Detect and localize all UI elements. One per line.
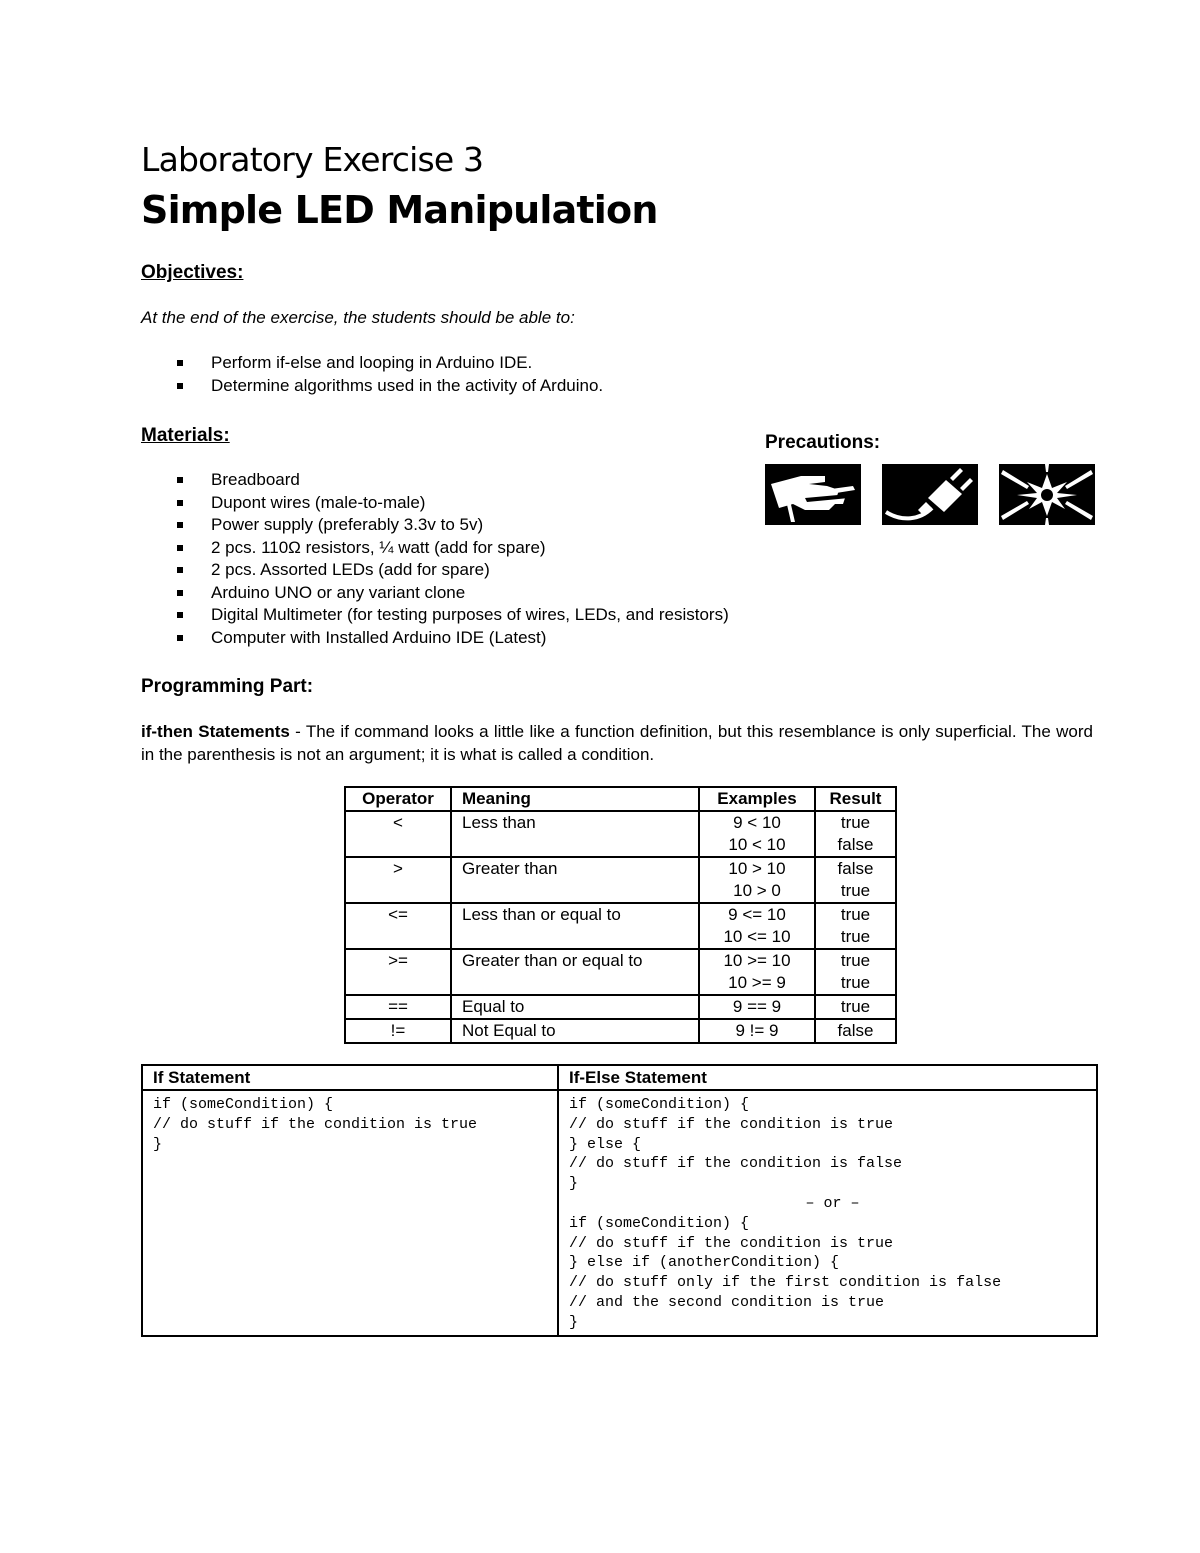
- materials-heading: Materials:: [141, 425, 230, 446]
- electric-plug-warning-icon: [882, 464, 978, 525]
- result-line: true: [840, 927, 871, 946]
- objectives-intro: At the end of the exercise, the students should be able to:: [141, 308, 575, 327]
- code-line: } else if (anotherCondition) {: [569, 1254, 840, 1272]
- code-line: }: [569, 1175, 579, 1193]
- materials-list: [172, 469, 729, 649]
- column-header: Examples: [699, 787, 815, 811]
- operator-cell: !=: [345, 1019, 451, 1043]
- meaning-cell: Less than or equal to: [451, 903, 699, 949]
- table-row: [345, 811, 896, 857]
- table-row: [345, 1019, 896, 1043]
- code-line: // do stuff if the condition is false: [569, 1155, 903, 1173]
- code-line: }: [153, 1135, 163, 1153]
- lab-subtitle: Simple LED Manipulation: [141, 188, 658, 232]
- operators-table: [344, 786, 897, 1044]
- examples-cell: [699, 857, 815, 903]
- table-row: [345, 995, 896, 1019]
- result-line: true: [840, 973, 871, 992]
- table-header-row: [142, 1065, 1097, 1090]
- result-line: false: [837, 859, 874, 878]
- precautions-heading: Precautions:: [765, 432, 881, 453]
- list-item: Breadboard: [172, 469, 729, 492]
- example-line: 10 <= 10: [723, 927, 791, 946]
- ifelse-code-cell: [558, 1090, 1097, 1336]
- if-then-description: - The if command looks a little like a function definition, but this resemblance is only superficial. The word in the parenthesis is not an argument; it is what is called a condition.: [141, 722, 1093, 764]
- if-then-paragraph: [141, 720, 1093, 766]
- list-item: Arduino UNO or any variant clone: [172, 582, 729, 605]
- or-separator: – or –: [805, 1194, 860, 1212]
- result-cell: false: [815, 1019, 896, 1043]
- table-row: [345, 857, 896, 903]
- hand-touch-warning-icon: [765, 464, 861, 525]
- code-line: // do stuff if the condition is true: [569, 1115, 894, 1133]
- result-line: true: [840, 951, 871, 970]
- list-item: Digital Multimeter (for testing purposes of wires, LEDs, and resistors): [172, 604, 729, 627]
- meaning-cell: Less than: [451, 811, 699, 857]
- code-line: if (someCondition) {: [153, 1096, 334, 1113]
- if-then-term: if-then Statements: [141, 722, 290, 741]
- objectives-list: [172, 352, 603, 397]
- code-comparison-table: [141, 1064, 1098, 1337]
- table-row: [142, 1090, 1097, 1336]
- examples-cell: [699, 949, 815, 995]
- burst-flash-warning-icon: [999, 464, 1095, 525]
- code-line: // do stuff if the condition is true: [569, 1234, 894, 1252]
- result-cell: [815, 811, 896, 857]
- result-line: true: [840, 881, 871, 900]
- column-header: Operator: [345, 787, 451, 811]
- column-header: Result: [815, 787, 896, 811]
- example-line: 10 > 0: [733, 881, 781, 900]
- code-line: } else {: [569, 1135, 642, 1153]
- list-item: Computer with Installed Arduino IDE (Latest): [172, 627, 729, 650]
- examples-cell: 9 == 9: [699, 995, 815, 1019]
- result-line: false: [837, 835, 874, 854]
- example-line: 9 < 10: [733, 813, 781, 832]
- code-line: if (someCondition) {: [569, 1214, 750, 1232]
- table-header-row: [345, 787, 896, 811]
- example-line: 10 < 10: [728, 835, 786, 854]
- meaning-cell: Greater than or equal to: [451, 949, 699, 995]
- operator-cell: <: [345, 811, 451, 857]
- column-header: Meaning: [451, 787, 699, 811]
- code-line: if (someCondition) {: [569, 1096, 750, 1113]
- result-line: true: [840, 813, 871, 832]
- table-row: [345, 949, 896, 995]
- example-line: 10 >= 9: [728, 973, 786, 992]
- result-cell: [815, 857, 896, 903]
- result-cell: [815, 949, 896, 995]
- examples-cell: 9 != 9: [699, 1019, 815, 1043]
- example-line: 9 <= 10: [728, 905, 786, 924]
- if-code-cell: [142, 1090, 558, 1336]
- list-item: Determine algorithms used in the activity of Arduino.: [172, 375, 603, 398]
- table-row: [345, 903, 896, 949]
- operator-cell: ==: [345, 995, 451, 1019]
- examples-cell: [699, 903, 815, 949]
- result-cell: true: [815, 995, 896, 1019]
- meaning-cell: Equal to: [451, 995, 699, 1019]
- programming-heading: Programming Part:: [141, 676, 314, 697]
- result-cell: [815, 903, 896, 949]
- column-header: If-Else Statement: [558, 1065, 1097, 1090]
- list-item: 2 pcs. 110Ω resistors, ¼ watt (add for spare): [172, 537, 729, 560]
- column-header: If Statement: [142, 1065, 558, 1090]
- example-line: 10 >= 10: [723, 951, 791, 970]
- code-line: // and the second condition is true: [569, 1293, 885, 1311]
- operator-cell: <=: [345, 903, 451, 949]
- objectives-heading: Objectives:: [141, 262, 244, 283]
- code-line: // do stuff if the condition is true: [153, 1115, 478, 1133]
- operator-cell: >=: [345, 949, 451, 995]
- operator-cell: >: [345, 857, 451, 903]
- code-line: // do stuff only if the first condition is false: [569, 1274, 1002, 1292]
- lab-title: Laboratory Exercise 3: [141, 140, 484, 179]
- example-line: 10 > 10: [728, 859, 786, 878]
- list-item: Perform if-else and looping in Arduino IDE.: [172, 352, 603, 375]
- meaning-cell: Not Equal to: [451, 1019, 699, 1043]
- list-item: Power supply (preferably 3.3v to 5v): [172, 514, 729, 537]
- list-item: 2 pcs. Assorted LEDs (add for spare): [172, 559, 729, 582]
- result-line: true: [840, 905, 871, 924]
- meaning-cell: Greater than: [451, 857, 699, 903]
- code-line: }: [569, 1313, 579, 1331]
- list-item: Dupont wires (male-to-male): [172, 492, 729, 515]
- examples-cell: [699, 811, 815, 857]
